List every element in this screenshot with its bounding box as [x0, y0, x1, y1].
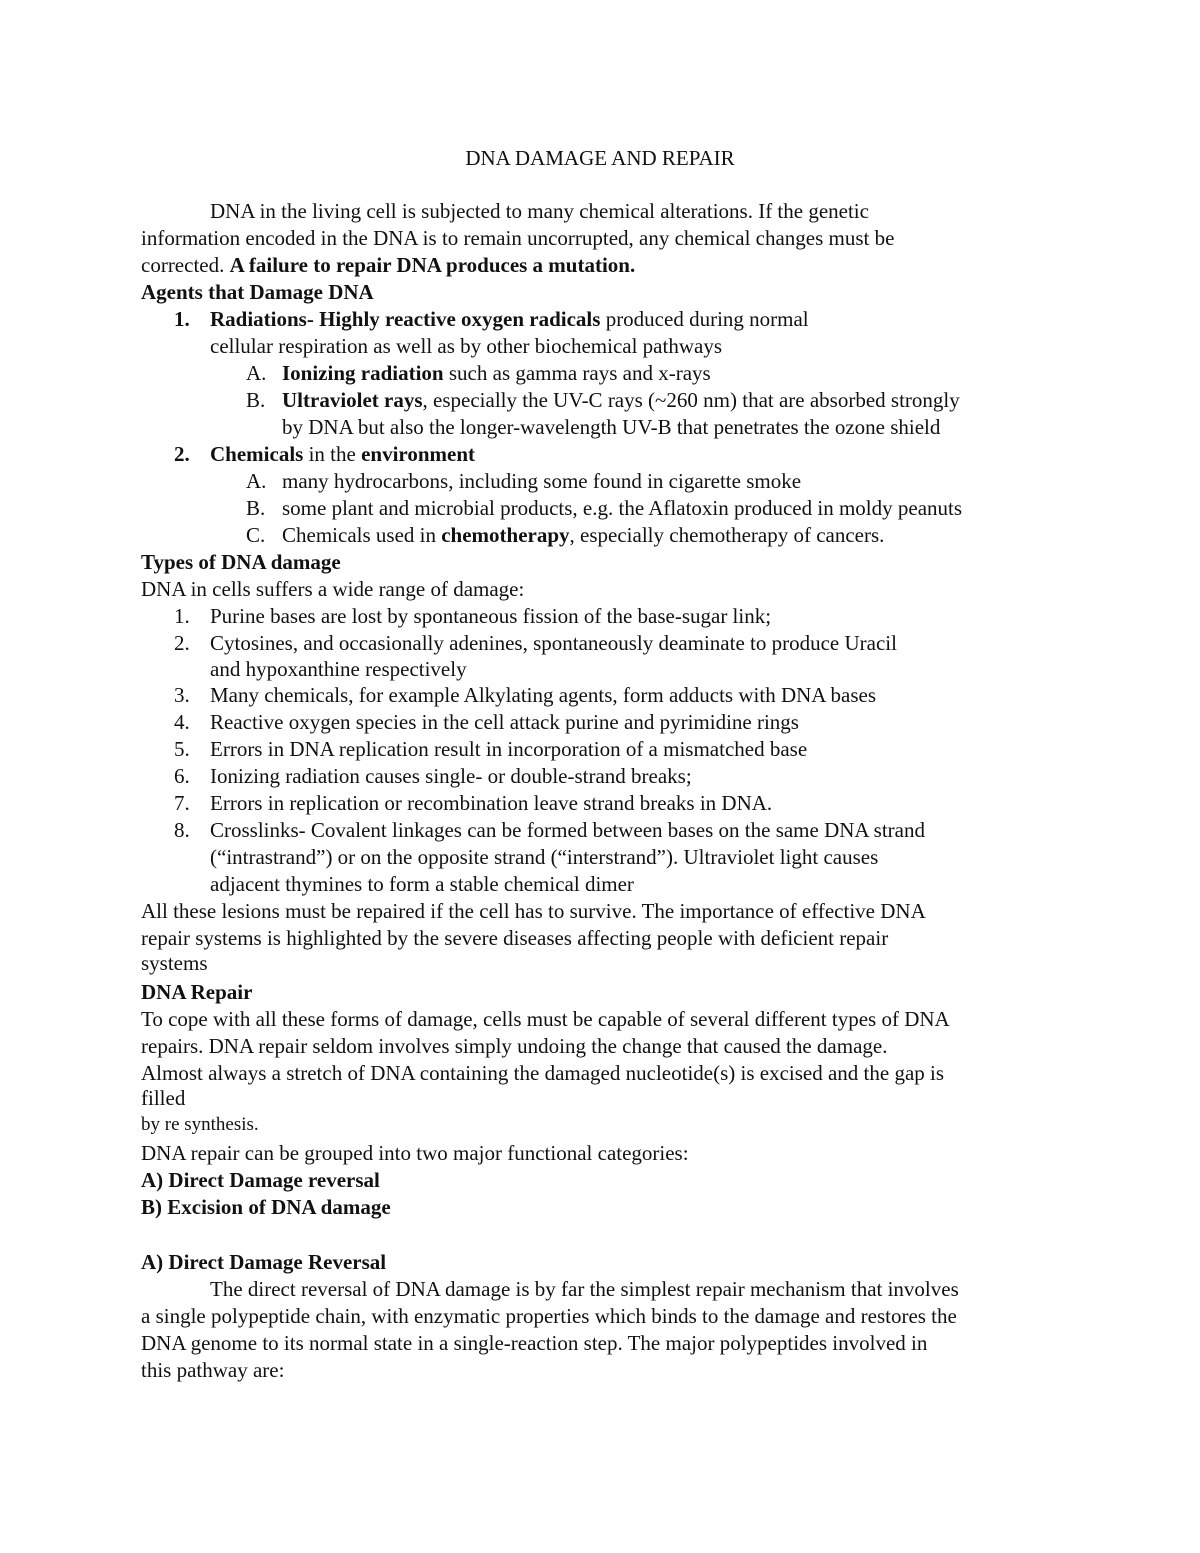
- agents-item-1-line-2: cellular respiration as well as by other biochemical pathways: [210, 334, 722, 358]
- agents-item-2c-text-2: , especially chemotherapy of cancers.: [569, 523, 885, 547]
- agents-item-2b-label: B.: [246, 496, 266, 520]
- agents-item-1: [210, 306, 809, 332]
- types-item: Reactive oxygen species in the cell attack purine and pyrimidine rings: [210, 710, 799, 734]
- repair-heading: DNA Repair: [141, 980, 253, 1004]
- types-closing-line: All these lesions must be repaired if the cell has to survive. The importance of effective DNA: [141, 899, 926, 923]
- repair-category-a: A) Direct Damage reversal: [141, 1168, 380, 1192]
- agents-item-2-text: in the: [303, 442, 362, 466]
- types-closing-line: repair systems is highlighted by the severe diseases affecting people with deficient repair: [141, 926, 889, 950]
- agents-item-2a: many hydrocarbons, including some found in cigarette smoke: [282, 469, 802, 493]
- agents-item-2c-label: C.: [246, 523, 266, 547]
- agents-item-2: [210, 441, 475, 467]
- types-heading: Types of DNA damage: [141, 550, 341, 574]
- intro-line-3: [141, 252, 635, 278]
- types-item: Many chemicals, for example Alkylating agents, form adducts with DNA bases: [210, 683, 877, 707]
- agents-item-1a-bold: Ionizing radiation: [282, 361, 444, 385]
- repair-para-line: filled: [141, 1086, 186, 1110]
- types-item: Purine bases are lost by spontaneous fission of the base-sugar link;: [210, 604, 772, 628]
- agents-item-2-bold-2: environment: [361, 442, 476, 466]
- agents-item-1b-line-2: by DNA but also the longer-wavelength UV-B that penetrates the ozone shield: [282, 415, 941, 439]
- intro-line-2: information encoded in the DNA is to remain uncorrupted, any chemical changes must be: [141, 226, 895, 250]
- intro-text: corrected.: [141, 253, 230, 277]
- direct-line: DNA genome to its normal state in a single-reaction step. The major polypeptides involved in: [141, 1331, 928, 1355]
- agents-item-1-bold: Radiations- Highly reactive oxygen radicals: [210, 307, 601, 331]
- direct-heading: A) Direct Damage Reversal: [141, 1250, 387, 1274]
- direct-line: a single polypeptide chain, with enzymatic properties which binds to the damage and restores the: [141, 1304, 957, 1328]
- repair-category-b: B) Excision of DNA damage: [141, 1195, 391, 1219]
- types-item-number: 1.: [174, 604, 190, 628]
- repair-grouped: DNA repair can be grouped into two major functional categories:: [141, 1141, 689, 1165]
- agents-item-2b: some plant and microbial products, e.g. the Aflatoxin produced in moldy peanuts: [282, 496, 963, 520]
- types-item-number: 3.: [174, 683, 190, 707]
- types-item-number: 7.: [174, 791, 190, 815]
- repair-para-line: To cope with all these forms of damage, cells must be capable of several different types of DNA: [141, 1007, 950, 1031]
- agents-item-2a-label: A.: [246, 469, 267, 493]
- agents-item-1b-text: , especially the UV-C rays (~260 nm) that are absorbed strongly: [422, 388, 960, 412]
- intro-line-1: DNA in the living cell is subjected to many chemical alterations. If the genetic: [210, 199, 869, 223]
- types-item-number: 8.: [174, 818, 190, 842]
- types-item: Cytosines, and occasionally adenines, spontaneously deaminate to produce Uracil: [210, 631, 897, 655]
- agents-item-1-number: 1.: [174, 307, 190, 331]
- agents-item-1b: [282, 387, 960, 413]
- direct-line: The direct reversal of DNA damage is by far the simplest repair mechanism that involves: [210, 1277, 959, 1301]
- types-item: Errors in DNA replication result in incorporation of a mismatched base: [210, 737, 808, 761]
- types-item-number: 4.: [174, 710, 190, 734]
- direct-line: this pathway are:: [141, 1358, 285, 1382]
- types-closing-line: systems: [141, 951, 208, 975]
- agents-item-2-bold: Chemicals: [210, 442, 304, 466]
- types-intro: DNA in cells suffers a wide range of damage:: [141, 577, 525, 601]
- intro-emphasis: A failure to repair DNA produces a mutation.: [229, 253, 636, 277]
- agents-item-1-text: produced during normal: [600, 307, 809, 331]
- types-item: Crosslinks- Covalent linkages can be formed between bases on the same DNA strand: [210, 818, 925, 842]
- repair-para-line: repairs. DNA repair seldom involves simply undoing the change that caused the damage.: [141, 1034, 888, 1058]
- types-item-continuation: (“intrastrand”) or on the opposite strand (“interstrand”). Ultraviolet light causes: [210, 845, 879, 869]
- types-item: Ionizing radiation causes single- or double-strand breaks;: [210, 764, 692, 788]
- repair-para-line: Almost always a stretch of DNA containing the damaged nucleotide(s) is excised and the gap is: [141, 1061, 945, 1085]
- agents-item-1b-bold: Ultraviolet rays: [282, 388, 423, 412]
- agents-item-1a: [282, 360, 711, 386]
- page-title: DNA DAMAGE AND REPAIR: [465, 146, 735, 170]
- types-item-number: 2.: [174, 631, 190, 655]
- types-item-continuation: adjacent thymines to form a stable chemical dimer: [210, 872, 634, 896]
- agents-item-2c: [282, 522, 884, 548]
- agents-item-2-number: 2.: [174, 442, 190, 466]
- types-item-continuation: and hypoxanthine respectively: [210, 657, 467, 681]
- types-item: Errors in replication or recombination leave strand breaks in DNA.: [210, 791, 773, 815]
- agents-item-1a-text: such as gamma rays and x-rays: [443, 361, 711, 385]
- agents-item-2c-text: Chemicals used in: [282, 523, 442, 547]
- agents-heading: Agents that Damage DNA: [141, 280, 374, 304]
- types-item-number: 5.: [174, 737, 190, 761]
- agents-item-1a-label: A.: [246, 361, 267, 385]
- types-item-number: 6.: [174, 764, 190, 788]
- agents-item-1b-label: B.: [246, 388, 266, 412]
- repair-para-end: by re synthesis.: [141, 1114, 259, 1135]
- agents-item-2c-bold: chemotherapy: [441, 523, 570, 547]
